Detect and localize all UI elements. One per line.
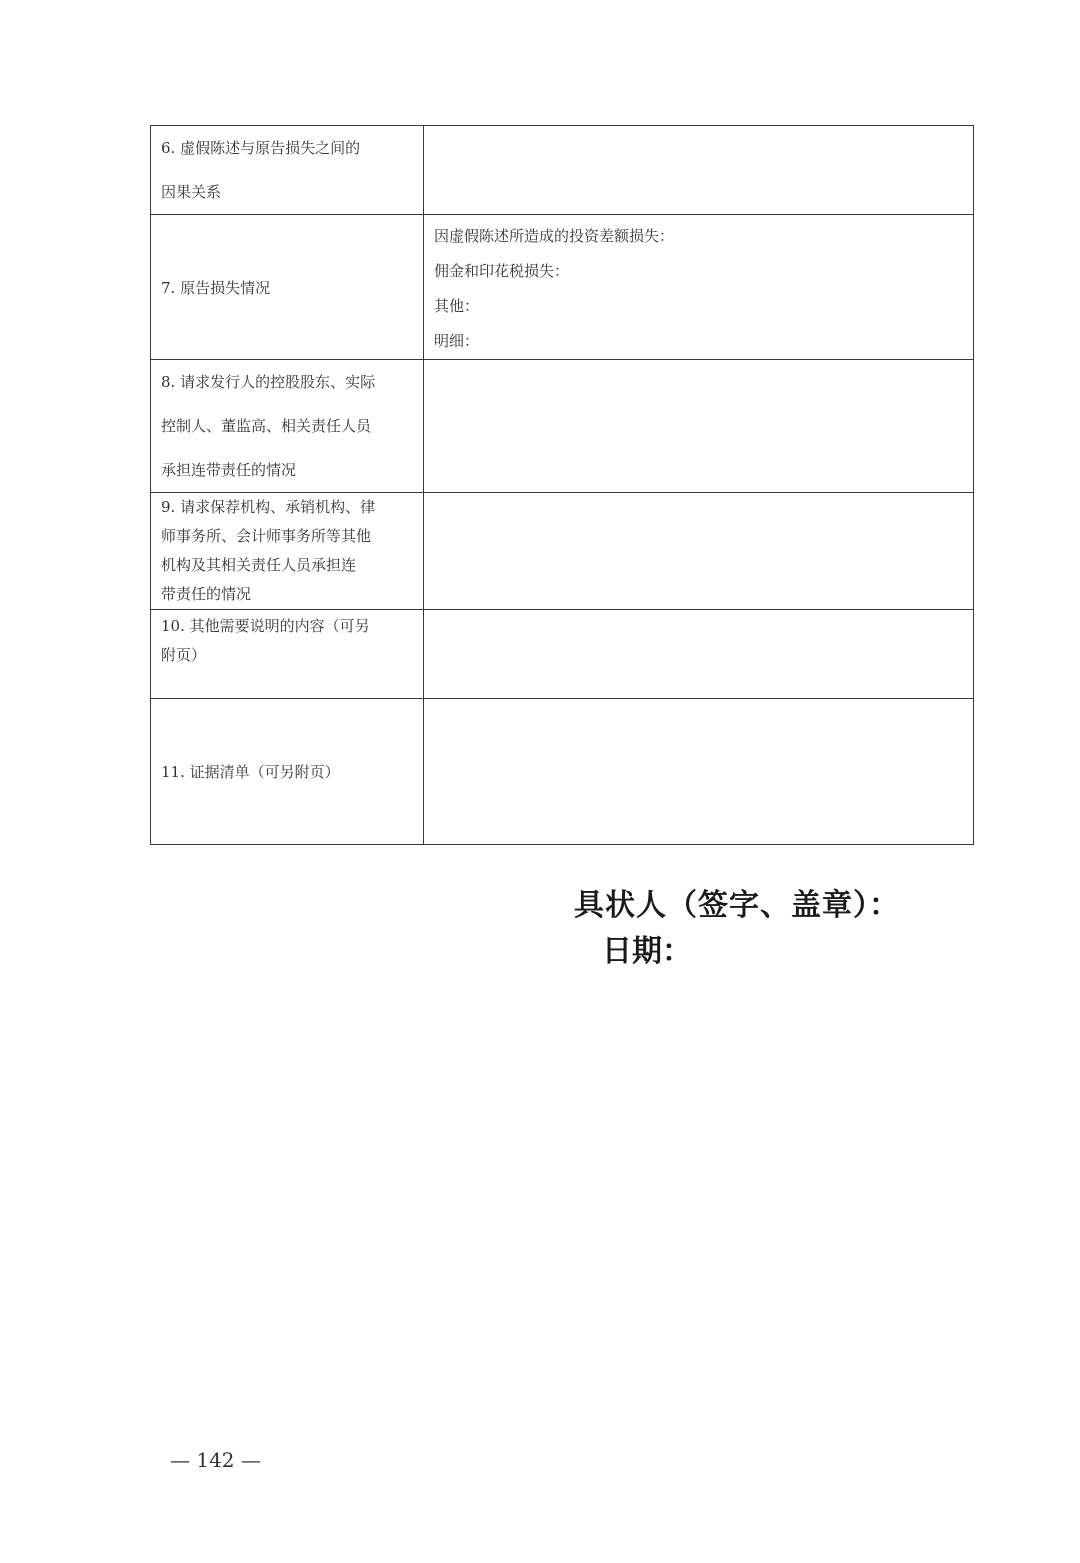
row-label-evidence-list [151, 699, 424, 845]
label-line: 10. 其他需要说明的内容（可另 [161, 617, 370, 635]
label-line: 控制人、董监高、相关责任人员 [161, 417, 372, 435]
label-line: 9. 请求保荐机构、承销机构、律 [161, 498, 376, 516]
label-line: 机构及其相关责任人员承担连 [161, 556, 357, 574]
investment-loss-field-label: 因虚假陈述所造成的投资差额损失： [434, 227, 675, 245]
row-value-other-notes[interactable] [424, 610, 974, 699]
complaint-form-table [150, 125, 974, 845]
table-row-controlling-shareholder-liability [151, 360, 974, 493]
row-label-other-notes [151, 610, 424, 699]
table-row-causation [151, 126, 974, 215]
row-label-controlling-shareholder-liability [151, 360, 424, 493]
other-loss-field-label: 其他： [434, 297, 480, 315]
table-row-intermediary-liability [151, 493, 974, 610]
details-field-label: 明细： [434, 332, 480, 350]
date-label: 日期： [602, 934, 692, 969]
table-row-evidence-list [151, 699, 974, 845]
label-line: 11. 证据清单（可另附页） [161, 763, 340, 781]
label-line: 师事务所、会计师事务所等其他 [161, 527, 372, 545]
label-line: 因果关系 [161, 183, 222, 201]
label-line: 带责任的情况 [161, 585, 252, 603]
row-label-causation [151, 126, 424, 215]
commission-tax-loss-field-label: 佣金和印花税损失： [434, 262, 570, 280]
row-value-controlling-shareholder-liability[interactable] [424, 360, 974, 493]
label-line: 8. 请求发行人的控股股东、实际 [161, 373, 376, 391]
page-number: — 142 — [170, 1448, 261, 1472]
row-label-losses [151, 215, 424, 360]
table-row-losses [151, 215, 974, 360]
label-line: 6. 虚假陈述与原告损失之间的 [161, 139, 361, 157]
label-line: 7. 原告损失情况 [161, 278, 271, 297]
label-line: 承担连带责任的情况 [161, 461, 297, 479]
row-value-losses[interactable] [424, 215, 974, 360]
label-line: 附页） [161, 646, 207, 664]
table-row-other-notes [151, 610, 974, 699]
signature-label: 具状人（签字、盖章）： [574, 888, 900, 923]
row-value-causation[interactable] [424, 126, 974, 215]
row-value-evidence-list[interactable] [424, 699, 974, 845]
row-value-intermediary-liability[interactable] [424, 493, 974, 610]
row-label-intermediary-liability [151, 493, 424, 610]
